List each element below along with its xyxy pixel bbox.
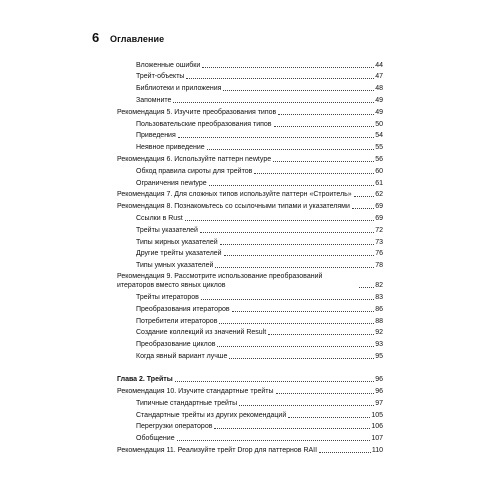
toc-subsection-entry — [0, 246, 383, 258]
toc-section-entry — [0, 270, 383, 290]
toc-entry-label: Обход правила сироты для трейтов — [136, 167, 253, 175]
toc-subsection-entry — [0, 93, 383, 105]
toc-entry-page: 106 — [371, 423, 383, 431]
toc-entry-page: 97 — [375, 399, 383, 407]
dot-leader — [229, 358, 374, 359]
toc-entry-label: Перегрузки операторов — [136, 423, 213, 431]
toc-entry-label: Когда явный вариант лучше — [136, 352, 228, 360]
toc-entry-label: Запомните — [136, 96, 172, 104]
dot-leader — [200, 232, 374, 233]
toc-subsection-entry — [0, 235, 383, 247]
toc-subsection-entry — [0, 314, 383, 326]
toc-entry-label: Типы умных указателей — [136, 262, 214, 270]
toc-entry-page: 50 — [375, 120, 383, 128]
toc-entry-label: Неявное приведение — [136, 144, 205, 152]
dot-leader — [224, 255, 375, 256]
toc-entry-label: Приведения — [136, 132, 176, 140]
toc-subsection-entry — [0, 81, 383, 93]
dot-leader — [186, 78, 374, 79]
toc-entry-label: Вложенные ошибки — [136, 61, 201, 69]
toc-subsection-entry — [0, 408, 383, 420]
toc-entry-page: 96 — [375, 388, 383, 395]
toc-entry-page: 47 — [375, 73, 383, 81]
toc-entry-page: 86 — [375, 305, 383, 313]
toc-entry-page: 48 — [375, 85, 383, 93]
toc-entry-label: Трейты итераторов — [136, 293, 199, 301]
toc-entry-label: Пользовательские преобразования типов — [136, 120, 272, 128]
toc-subsection-entry — [0, 140, 383, 152]
toc-entry-page: 49 — [375, 96, 383, 104]
dot-leader — [220, 244, 375, 245]
toc-entry-label: Преобразования итераторов — [136, 305, 230, 313]
toc-entry-page: 60 — [375, 167, 383, 175]
dot-leader — [207, 149, 375, 150]
toc-entry-page: 96 — [375, 376, 383, 384]
toc-entry-page: 105 — [371, 411, 383, 419]
toc-subsection-entry — [0, 223, 383, 235]
toc-subsection-entry — [0, 58, 383, 70]
toc-section-entry — [0, 443, 383, 455]
dot-leader — [173, 102, 374, 103]
toc-subsection-entry — [0, 337, 383, 349]
toc-entry-page: 107 — [371, 435, 383, 443]
toc-entry-label: Рекомендация 7. Для сложных типов используйте паттерн «Строитель» — [117, 191, 352, 199]
toc-subsection-entry — [0, 302, 383, 314]
dot-leader — [175, 381, 375, 382]
dot-leader — [232, 311, 375, 312]
toc-subsection-entry — [0, 128, 383, 140]
dot-leader — [209, 185, 375, 186]
running-title: Оглавление — [110, 34, 165, 44]
toc-entry-page: 93 — [375, 341, 383, 349]
dot-leader — [276, 393, 375, 394]
toc-entry-page: 88 — [375, 317, 383, 325]
toc-entry-label: Стандартные трейты из других рекомендаций — [136, 411, 287, 419]
toc-subsection-entry — [0, 176, 383, 188]
toc-entry-label: Рекомендация 6. Используйте паттерн newtype — [117, 155, 272, 163]
dot-leader — [185, 220, 375, 221]
toc-entry-label: Библиотеки и приложения — [136, 85, 222, 93]
toc-subsection-entry — [0, 290, 383, 302]
toc-section-entry — [0, 187, 383, 199]
toc-entry-label: Глава 2. Трейты — [117, 376, 173, 384]
dot-leader — [359, 287, 374, 288]
toc-entry-label: Рекомендация 8. Познакомьтесь со ссылочными типами и указателями — [117, 203, 350, 211]
toc-entry-page: 72 — [375, 226, 383, 234]
toc-section-entry — [0, 384, 383, 396]
toc-entry-page: 54 — [375, 132, 383, 140]
toc-entry-label: Типы жирных указателей — [136, 238, 218, 246]
toc-entry-label: Трейты указателей — [136, 226, 198, 234]
toc-chapter-entry — [0, 372, 383, 384]
toc-entry-page: 95 — [375, 352, 383, 360]
dot-leader — [278, 114, 374, 115]
toc-entry-page: 56 — [375, 155, 383, 163]
toc-entry-page: 62 — [375, 191, 383, 199]
toc-section-entry — [0, 199, 383, 211]
toc-entry-page: 44 — [375, 61, 383, 69]
toc-subsection-entry — [0, 117, 383, 129]
dot-leader — [319, 452, 371, 453]
toc-subsection-entry — [0, 349, 383, 361]
toc-entry-label: Ограничения newtype — [136, 179, 207, 187]
toc-subsection-entry — [0, 69, 383, 81]
dot-leader — [223, 90, 374, 91]
page-number: 6 — [92, 30, 100, 45]
dot-leader — [239, 405, 374, 406]
toc-entry-label: Другие трейты указателей — [136, 250, 222, 258]
toc-entry-label: Преобразование циклов — [136, 341, 216, 349]
toc-entry-label: Потребители итераторов — [136, 317, 218, 325]
dot-leader — [178, 137, 374, 138]
toc-entry-page: 92 — [375, 329, 383, 337]
dot-leader — [288, 417, 370, 418]
toc-entry-label: Создание коллекций из значений Result — [136, 329, 267, 337]
toc-entry-label: Обобщение — [136, 435, 175, 443]
toc-subsection-entry — [0, 419, 383, 431]
toc-entry-label: Рекомендация 11. Реализуйте трейт Drop для паттернов RAII — [117, 447, 318, 454]
toc-subsection-entry — [0, 396, 383, 408]
toc-entry-page: 82 — [375, 281, 383, 289]
toc-section-entry — [0, 105, 383, 117]
toc-entry-page: 55 — [375, 144, 383, 152]
toc-entry-label: Рекомендация 5. Изучите преобразования типов — [117, 108, 277, 116]
dot-leader — [202, 67, 374, 68]
dot-leader — [254, 173, 374, 174]
dot-leader — [215, 267, 374, 268]
dot-leader — [201, 299, 374, 300]
running-header — [92, 30, 164, 45]
dot-leader — [274, 126, 375, 127]
toc-entry-page: 83 — [375, 293, 383, 301]
toc-entry-page: 76 — [375, 250, 383, 258]
toc-subsection-entry — [0, 164, 383, 176]
toc-subsection-entry — [0, 431, 383, 443]
toc-subsection-entry — [0, 258, 383, 270]
toc-entry-label: Рекомендация 9. Рассмотрите использование преобразований итераторов вместо явных циклов — [117, 272, 323, 289]
toc-subsection-entry — [0, 211, 383, 223]
dot-leader — [219, 323, 374, 324]
dot-leader — [273, 161, 374, 162]
dot-leader — [214, 428, 370, 429]
dot-leader — [217, 346, 374, 347]
toc-entry-page: 73 — [375, 238, 383, 246]
toc-section-entry — [0, 152, 383, 164]
toc-entry-label: Ссылки в Rust — [136, 214, 183, 222]
toc-entry-label: Трейт-объекты — [136, 73, 185, 81]
toc-entry-page: 69 — [375, 203, 383, 211]
toc-entry-page: 69 — [375, 214, 383, 222]
dot-leader — [352, 208, 374, 209]
toc-entry-label: Типичные стандартные трейты — [136, 399, 238, 407]
toc-entry-page: 110 — [371, 447, 383, 454]
dot-leader — [177, 440, 371, 441]
dot-leader — [268, 334, 374, 335]
dot-leader — [354, 196, 375, 197]
toc-subsection-entry — [0, 325, 383, 337]
toc-entry-page: 61 — [375, 179, 383, 187]
toc-entry-page: 78 — [375, 262, 383, 270]
toc-entry-label: Рекомендация 10. Изучите стандартные трейты — [117, 388, 274, 395]
toc-entry-page: 49 — [375, 108, 383, 116]
